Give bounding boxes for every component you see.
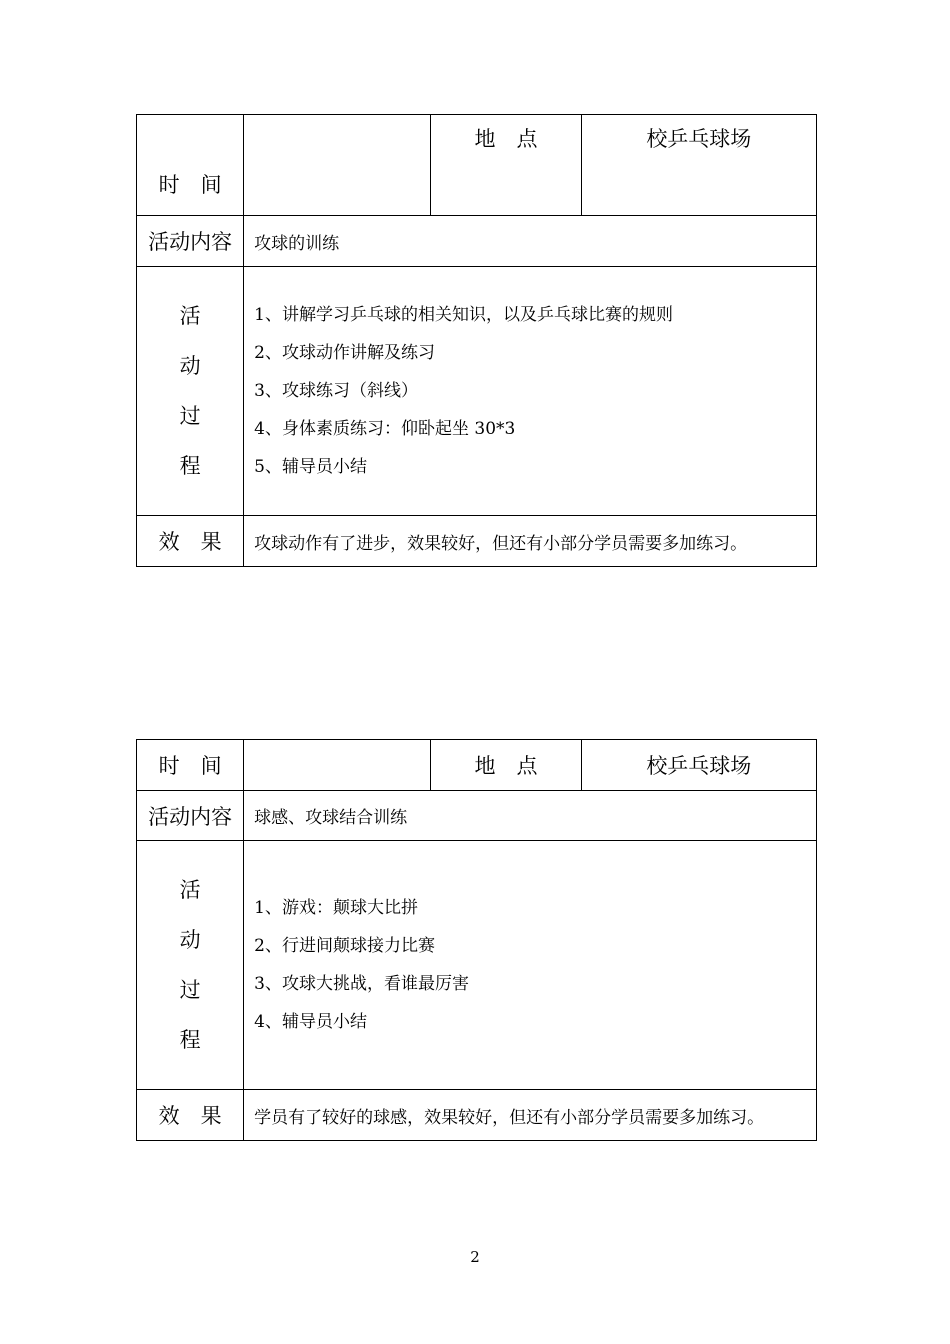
activity-record-table-2 (136, 739, 817, 1141)
process-steps (244, 267, 817, 516)
time-value (244, 740, 431, 791)
list-item: 1、讲解学习乒乓球的相关知识，以及乒乓球比赛的规则 (254, 305, 673, 325)
list-item: 2、攻球动作讲解及练习 (254, 343, 435, 363)
effect-label: 效 果 (137, 516, 244, 567)
content-value: 球感、攻球结合训练 (244, 791, 817, 841)
activity-record-table-1 (136, 114, 817, 567)
list-item: 3、攻球大挑战，看谁最厉害 (254, 974, 469, 994)
effect-value: 攻球动作有了进步，效果较好，但还有小部分学员需要多加练习。 (244, 516, 817, 567)
list-item: 3、攻球练习（斜线） (254, 381, 418, 401)
time-label: 时 间 (137, 740, 244, 791)
list-item: 5、辅导员小结 (254, 457, 367, 477)
place-label: 地 点 (431, 740, 581, 791)
process-label: 活 动 过 程 (137, 267, 244, 516)
time-value (244, 115, 431, 216)
process-label: 活 动 过 程 (137, 841, 244, 1090)
process-steps (244, 841, 817, 1090)
place-value: 校乒乓球场 (581, 740, 816, 791)
effect-value: 学员有了较好的球感，效果较好，但还有小部分学员需要多加练习。 (244, 1090, 817, 1141)
effect-label: 效 果 (137, 1090, 244, 1141)
content-label: 活动内容 (137, 791, 244, 841)
list-item: 2、行进间颠球接力比赛 (254, 936, 435, 956)
content-label: 活动内容 (137, 216, 244, 267)
page-number: 2 (470, 1248, 480, 1266)
place-label: 地 点 (431, 115, 581, 216)
list-item: 4、辅导员小结 (254, 1012, 367, 1032)
list-item: 1、游戏：颠球大比拼 (254, 898, 418, 918)
content-value: 攻球的训练 (244, 216, 817, 267)
place-value: 校乒乓球场 (581, 115, 816, 216)
time-label: 时 间 (137, 115, 244, 216)
list-item: 4、身体素质练习：仰卧起坐 30*3 (254, 419, 516, 439)
